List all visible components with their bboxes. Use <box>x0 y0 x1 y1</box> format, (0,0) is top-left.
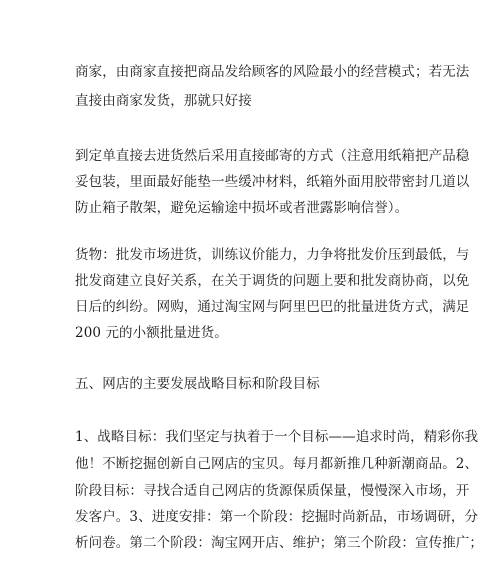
text-line: 200 元的小额批量进货。 <box>75 325 228 341</box>
text-line: 1、战略目标：我们坚定与执着于一个目标——追求时尚，精彩你我 <box>75 429 479 445</box>
text-line: 货物：批发市场进货，训练议价能力，力争将批发价压到最低，与 <box>75 247 470 263</box>
text-line: 发客户。3、进度安排：第一个阶段：挖掘时尚新品，市场调研，分 <box>75 509 479 525</box>
text-line: 到定单直接去进货然后采用直接邮寄的方式（注意用纸箱把产品稳 <box>75 148 470 164</box>
heading-text: 五、网店的主要发展战略目标和阶段目标 <box>75 376 320 392</box>
text-line: 日后的纠纷。网购，通过淘宝网与阿里巴巴的批量进货方式，满足 <box>75 299 470 315</box>
text-line: 商家，由商家直接把商品发给顾客的风险最小的经营模式；若无法 <box>75 64 470 80</box>
text-line: 直接由商家发货，那就只好接 <box>75 93 252 109</box>
text-line: 批发商建立良好关系，在关于调货的问题上要和批发商协商，以免 <box>75 273 470 289</box>
text-line: 防止箱子散架，避免运输途中损坏或者泄露影响信誉）。 <box>75 200 409 216</box>
text-line: 妥包装，里面最好能垫一些缓冲材料，纸箱外面用胶带密封几道以 <box>75 174 470 190</box>
text-line: 他！不断挖掘创新自己网店的宝贝。每月都新推几种新潮商品。2、 <box>75 456 479 472</box>
text-line: 阶段目标：寻找合适自己网店的货源保质保量，慢慢深入市场，开 <box>75 483 470 499</box>
text-line: 析问卷。第二个阶段：淘宝网开店、维护；第三个阶段：宣传推广； <box>75 535 483 551</box>
